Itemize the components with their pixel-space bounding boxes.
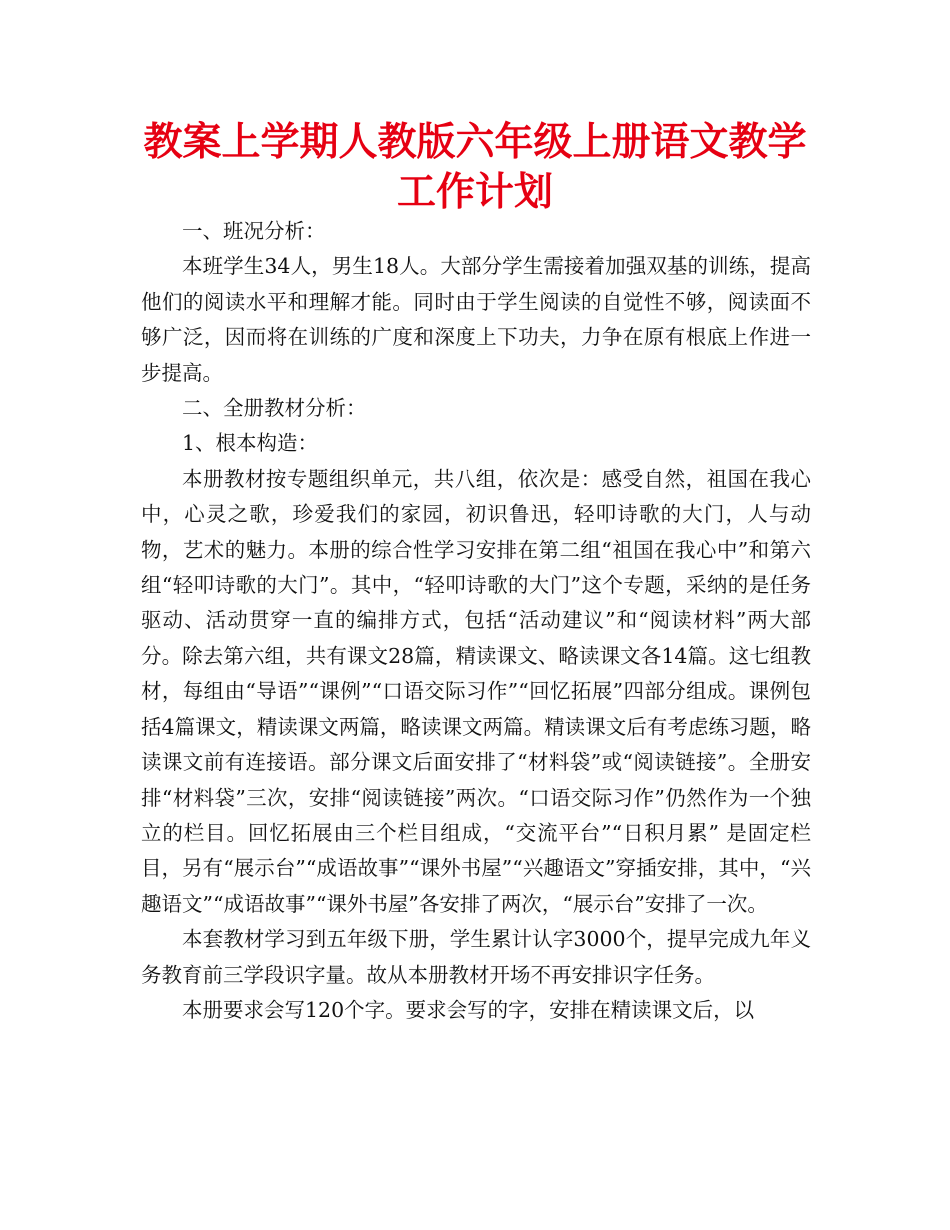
section-heading-textbook-analysis: 二、全册教材分析： [182,396,367,421]
paragraph-class-analysis: 本班学生34人，男生18人。大部分学生需接着加强双基的训练，提高他们的阅读水平和理解才能。同时由于学生阅读的自觉性不够，阅读面不够广泛，因而将在训练的广度和深度上下功夫，力争在原有根底上作进一步提高。 [141,254,811,385]
subsection-heading-basic-structure: 1、根本构造： [182,431,319,456]
document-title: 教案上学期人教版六年级上册语文教学工作计划 [143,120,807,215]
paragraph-literacy-progress: 本套教材学习到五年级下册，学生累计认字3000个，提早完成九年义务教育前三学段识字量。故从本册教材开场不再安排识字任务。 [141,927,811,987]
paragraph-structure-details: 本册教材按专题组织单元，共八组，依次是：感受自然，祖国在我心中，心灵之歌，珍爱我们的家园，初识鲁迅，轻叩诗歌的大门，人与动物，艺术的魅力。本册的综合性学习安排在第二组“祖国在我心中”和第六组“轻叩诗歌的大门”。其中，“轻叩诗歌的大门”这个专题，采纳的是任务驱动、活动贯穿一直的编排方式，包括“活动建议”和“阅读材料”两大部分。除去第六组，共有课文28篇，精读课文、略读课文各14篇。这七组教材，每组由“导语”“课例”“口语交际习作”“回忆拓展”四部分组成。课例包括4篇课文，精读课文两篇，略读课文两篇。精读课文后有考虑练习题，略读课文前有连接语。部分课文后面安排了“材料袋”或“阅读链接”。全册安排“材料袋”三次，安排“阅读链接”两次。“口语交际习作”仍然作为一个独立的栏目。回忆拓展由三个栏目组成，“交流平台”“日积月累” 是固定栏目，另有“展示台”“成语故事”“课外书屋”“兴趣语文”穿插安排，其中，“兴趣语文”“成语故事”“课外书屋”各安排了两次，“展示台”安排了一次。 [141,466,811,916]
paragraph-writing-requirements: 本册要求会写120个字。要求会写的字，安排在精读课文后，以 [182,997,755,1022]
document-body [141,214,811,1028]
section-heading-class-analysis: 一、班况分析： [182,219,326,243]
